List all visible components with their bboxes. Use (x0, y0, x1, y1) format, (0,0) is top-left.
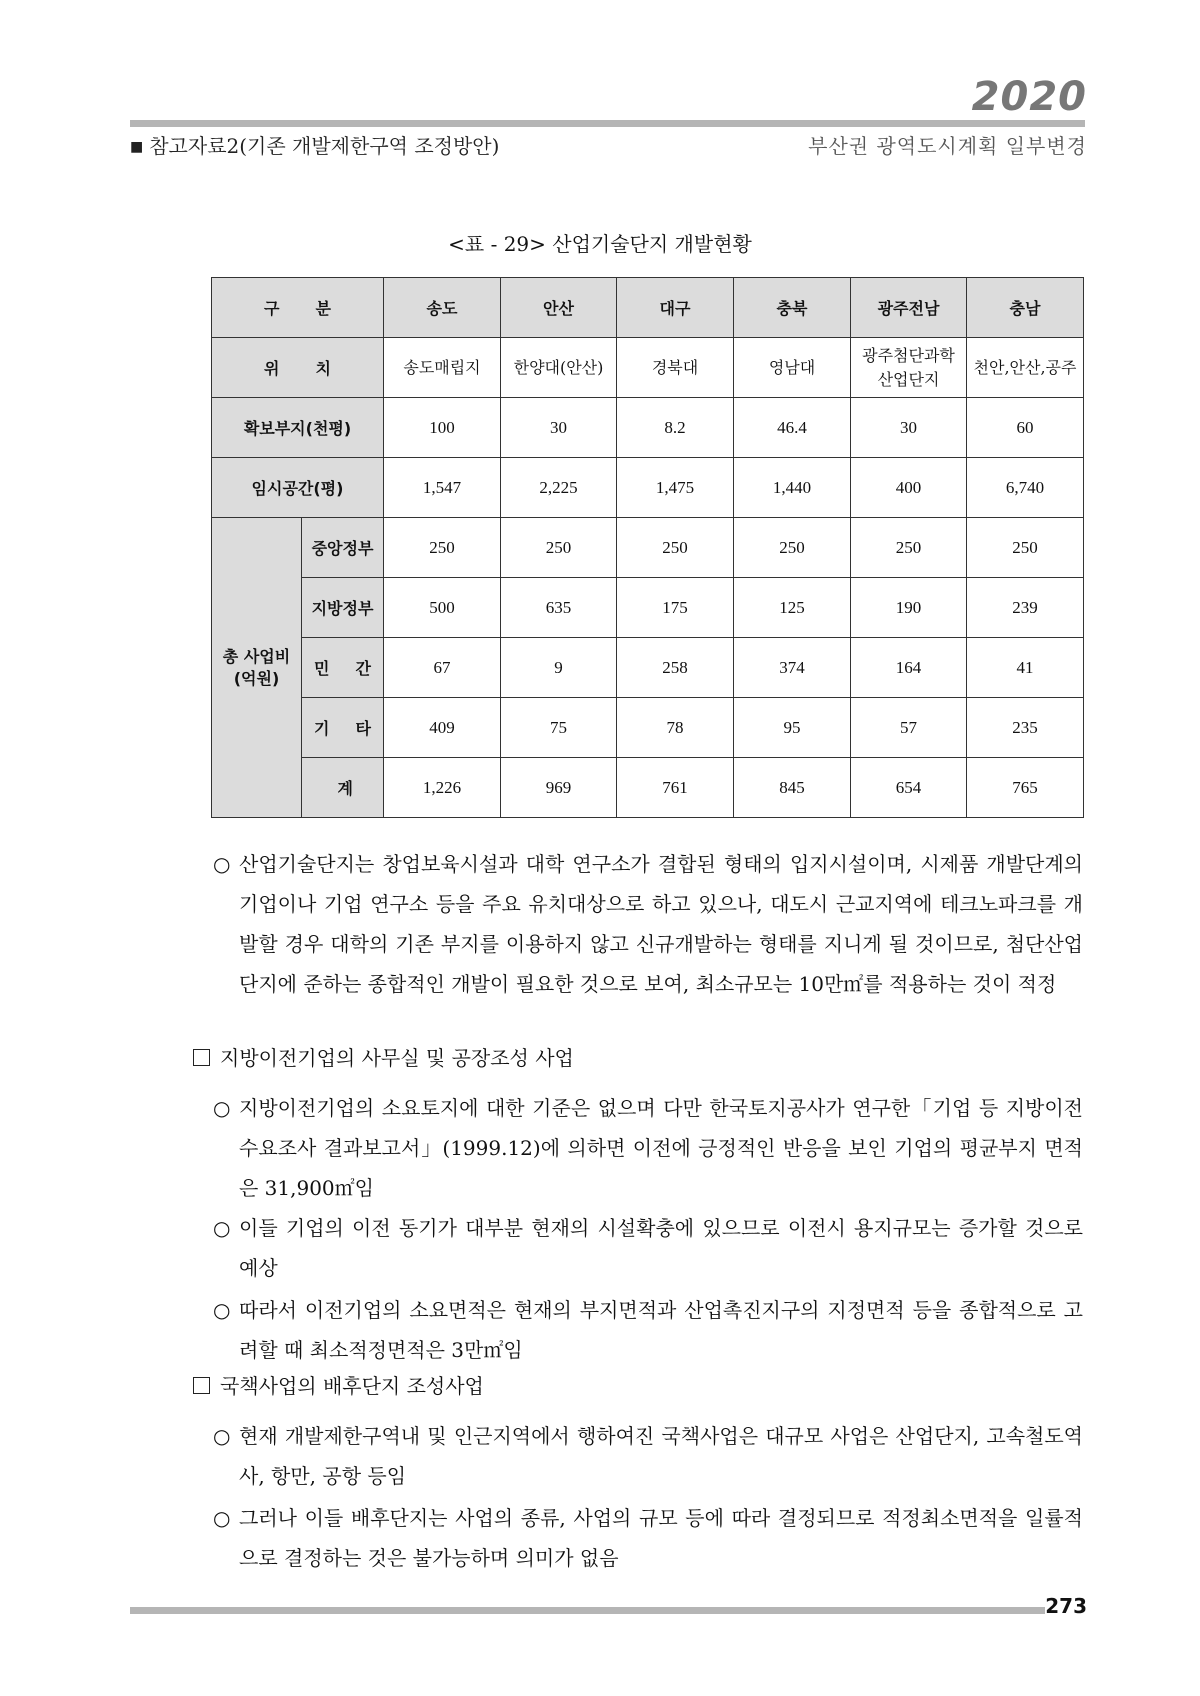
paragraph-text: 산업기술단지는 창업보육시설과 대학 연구소가 결합된 형태의 입지시설이며, 시제품 개발단계의 기업이나 기업 연구소 등을 주요 유치대상으로 하고 있으나, 대도시 근교지역에 테크노파크를 개발할 경우 대학의 기존 부지를 이용하지 않고 신규개발하는 형태를 지니게 될 것이므로, 첨단산업단지에 준하는 종합적인 개발이 필요한 것으로 보여, 최소규모는 10만㎡를 적용하는 것이 적정 (239, 852, 1083, 996)
table-cell: 75 (501, 698, 617, 758)
page-number: 273 (1045, 1594, 1087, 1618)
col-header: 충남 (967, 278, 1084, 338)
table-cell: 845 (734, 758, 851, 818)
col-header: 대구 (617, 278, 734, 338)
checkbox-square-icon (193, 1377, 210, 1394)
year-label: 2020 (971, 74, 1087, 120)
table-cell: 239 (967, 578, 1084, 638)
paragraph-national-projects (213, 1416, 1083, 1496)
table-cell: 250 (734, 518, 851, 578)
other-label-char-1: 기 (314, 719, 330, 738)
circle-bullet-icon: ○ (213, 852, 231, 876)
table-cell: 190 (851, 578, 967, 638)
table-cell: 164 (851, 638, 967, 698)
header-section-title (130, 130, 499, 159)
table-row-central-gov (212, 518, 1084, 578)
table-cell: 125 (734, 578, 851, 638)
table-cell: 1,475 (617, 458, 734, 518)
paragraph-text: 이들 기업의 이전 동기가 대부분 현재의 시설확충에 있으므로 이전시 용지규모는 증가할 것으로 예상 (239, 1216, 1083, 1280)
square-bullet-icon: ■ (130, 139, 144, 155)
circle-bullet-icon: ○ (213, 1096, 231, 1120)
table-cell: 46.4 (734, 398, 851, 458)
table-cell: 400 (851, 458, 967, 518)
table-cell: 1,547 (384, 458, 501, 518)
header-division-cell (212, 278, 384, 338)
col-header: 충북 (734, 278, 851, 338)
table-cell: 235 (967, 698, 1084, 758)
table-cell: 송도매립지 (384, 338, 501, 398)
row-label-location (212, 338, 384, 398)
table-cell: 765 (967, 758, 1084, 818)
footer-rule (130, 1607, 1045, 1614)
table-cell: 1,226 (384, 758, 501, 818)
table-cell: 969 (501, 758, 617, 818)
section-heading-text: 국책사업의 배후단지 조성사업 (220, 1374, 484, 1398)
table-cell: 374 (734, 638, 851, 698)
budget-label-line1: 총 사업비 (222, 646, 291, 666)
private-label-char-1: 민 (314, 659, 330, 678)
paragraph-text: 그러나 이들 배후단지는 사업의 종류, 사업의 규모 등에 따라 결정되므로 적정최소면적을 일률적으로 결정하는 것은 불가능하며 의미가 없음 (239, 1506, 1083, 1570)
table-cell: 2,225 (501, 458, 617, 518)
paragraph-text: 지방이전기업의 소요토지에 대한 기준은 없으며 다만 한국토지공사가 연구한「기업 등 지방이전 수요조사 결과보고서」(1999.12)에 의하면 이전에 긍정적인 반응을 보인 기업의 평균부지 면적은 31,900㎡임 (239, 1096, 1083, 1200)
header-division-char-2: 분 (315, 299, 331, 318)
table-cell: 635 (501, 578, 617, 638)
table-cell: 30 (501, 398, 617, 458)
table-row-local-gov (212, 578, 1084, 638)
table-cell: 78 (617, 698, 734, 758)
table-cell: 한양대(안산) (501, 338, 617, 398)
table-cell: 6,740 (967, 458, 1084, 518)
table-cell: 250 (384, 518, 501, 578)
table-row-total (212, 758, 1084, 818)
table-cell: 500 (384, 578, 501, 638)
col-header: 광주전남 (851, 278, 967, 338)
sub-label-local: 지방정부 (302, 578, 384, 638)
table-cell: 250 (501, 518, 617, 578)
table-cell: 250 (851, 518, 967, 578)
table-cell: 9 (501, 638, 617, 698)
table-cell: 41 (967, 638, 1084, 698)
table-cell: 250 (617, 518, 734, 578)
table-cell: 67 (384, 638, 501, 698)
circle-bullet-icon: ○ (213, 1424, 231, 1448)
paragraph-text: 현재 개발제한구역내 및 인근지역에서 행하여진 국책사업은 대규모 사업은 산업단지, 고속철도역사, 항만, 공항 등임 (239, 1424, 1083, 1488)
sub-label-total: 계 (302, 758, 384, 818)
header-division-char-1: 구 (264, 299, 280, 318)
section-heading-relocation (193, 1042, 574, 1074)
paragraph-relocation-standard (213, 1088, 1083, 1208)
table-cell: 천안,안산,공주 (967, 338, 1084, 398)
table-row-temp-space (212, 458, 1084, 518)
table-cell: 1,440 (734, 458, 851, 518)
header-top-rule (130, 120, 1085, 127)
section-heading-text: 지방이전기업의 사무실 및 공장조성 사업 (220, 1046, 574, 1070)
table-cell: 761 (617, 758, 734, 818)
col-header: 안산 (501, 278, 617, 338)
circle-bullet-icon: ○ (213, 1298, 231, 1322)
table-row-other (212, 698, 1084, 758)
budget-label-line2: (억원) (233, 668, 280, 688)
table-cell: 100 (384, 398, 501, 458)
location-label-char-1: 위 (264, 359, 280, 378)
other-label-char-2: 타 (355, 719, 371, 738)
table-row-location (212, 338, 1084, 398)
table-caption: <표 - 29> 산업기술단지 개발현황 (448, 232, 752, 256)
table-cell: 30 (851, 398, 967, 458)
circle-bullet-icon: ○ (213, 1216, 231, 1240)
sub-label-central: 중앙정부 (302, 518, 384, 578)
header-doc-title: 부산권 광역도시계획 일부변경 (808, 134, 1087, 158)
table-cell: 경북대 (617, 338, 734, 398)
circle-bullet-icon: ○ (213, 1506, 231, 1530)
table-header-row (212, 278, 1084, 338)
row-label-land: 확보부지(천평) (212, 398, 384, 458)
table-cell: 60 (967, 398, 1084, 458)
table-cell: 654 (851, 758, 967, 818)
paragraph-relocation-motive (213, 1208, 1083, 1288)
section-title-text: 참고자료2(기존 개발제한구역 조정방안) (149, 134, 500, 158)
col-header: 송도 (384, 278, 501, 338)
table-cell: 409 (384, 698, 501, 758)
table-cell: 175 (617, 578, 734, 638)
table-cell: 8.2 (617, 398, 734, 458)
table-row-land (212, 398, 1084, 458)
table-row-private (212, 638, 1084, 698)
location-label-char-2: 치 (315, 359, 331, 378)
table-cell: 250 (967, 518, 1084, 578)
table-cell: 영남대 (734, 338, 851, 398)
paragraph-relocation-area (213, 1290, 1083, 1370)
sub-label-private (302, 638, 384, 698)
table-cell: 95 (734, 698, 851, 758)
paragraph-text: 따라서 이전기업의 소요면적은 현재의 부지면적과 산업촉진지구의 지정면적 등을 종합적으로 고려할 때 최소적정면적은 3만㎡임 (239, 1298, 1083, 1362)
table-cell: 258 (617, 638, 734, 698)
industrial-tech-complex-table (211, 277, 1084, 818)
sub-label-other (302, 698, 384, 758)
private-label-char-2: 간 (355, 659, 371, 678)
table-cell: 광주첨단과학 산업단지 (851, 338, 967, 398)
checkbox-square-icon (193, 1049, 210, 1066)
paragraph-support-complex (213, 1498, 1083, 1578)
section-heading-national-project (193, 1370, 484, 1402)
row-label-temp-space: 임시공간(평) (212, 458, 384, 518)
paragraph-tech-complex (213, 844, 1083, 1004)
table-cell: 57 (851, 698, 967, 758)
row-label-total-budget (212, 518, 302, 818)
